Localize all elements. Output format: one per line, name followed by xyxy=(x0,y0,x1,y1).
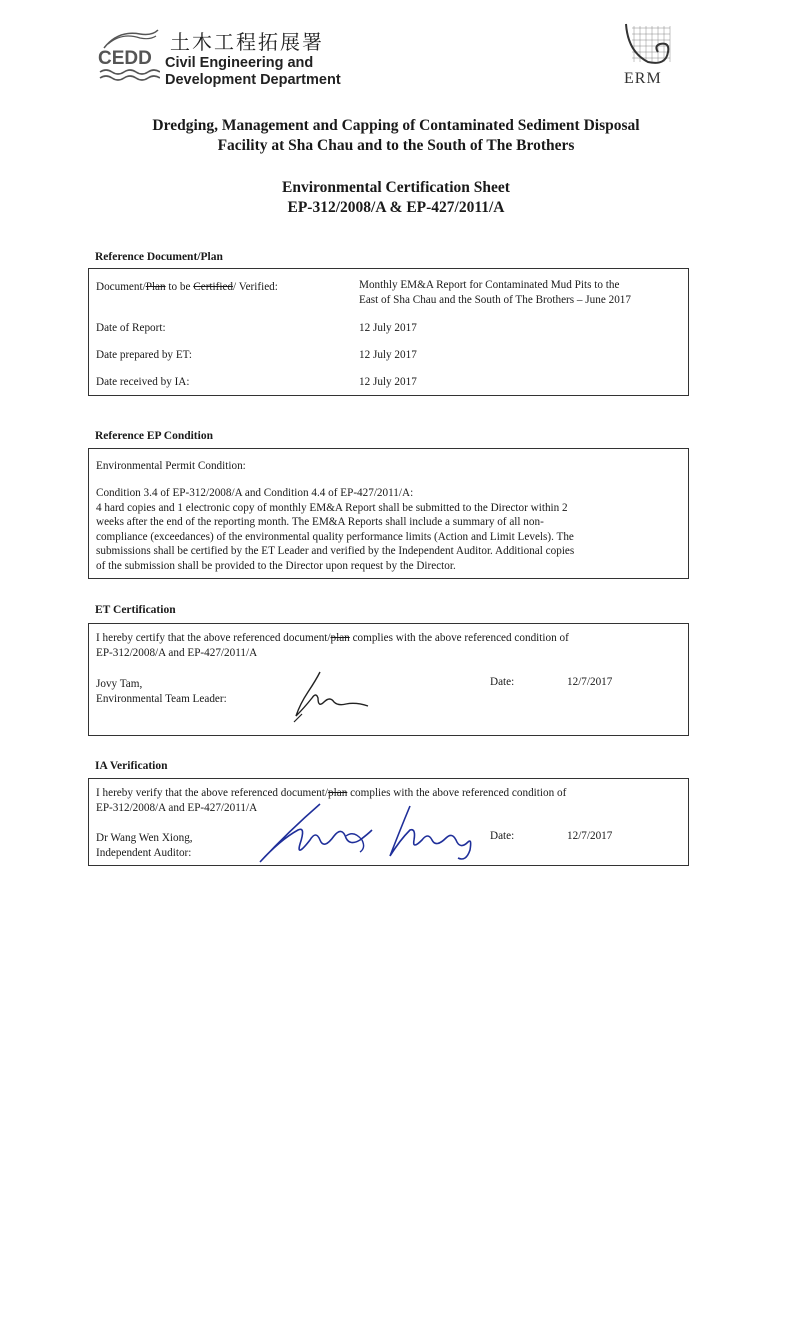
ia-statement-b: complies with the above referenced condition of xyxy=(347,787,567,799)
et-name: Jovy Tam, xyxy=(96,678,143,690)
cedd-logo xyxy=(98,20,160,90)
ia-name: Dr Wang Wen Xiong, xyxy=(96,832,193,844)
et-statement-line2: EP-312/2008/A and EP-427/2011/A xyxy=(96,646,258,659)
project-title-line2: Facility at Sha Chau and to the South of The Brothers xyxy=(217,137,575,154)
permit-line1: Condition 3.4 of EP-312/2008/A and Condition 4.4 of EP-427/2011/A: xyxy=(96,487,414,499)
cedd-name-line2: Development Department xyxy=(165,72,341,88)
erm-wordmark: ERM xyxy=(624,70,662,87)
permit-condition-text xyxy=(96,486,686,573)
document-value-line2: East of Sha Chau and the South of The Brothers – June 2017 xyxy=(359,293,631,306)
document-label xyxy=(96,280,278,295)
project-title xyxy=(40,116,752,156)
date-received-value: 12 July 2017 xyxy=(359,376,417,388)
et-plan-struck: plan xyxy=(330,632,350,644)
et-statement-b: complies with the above referenced condition of xyxy=(349,632,569,644)
et-signature xyxy=(290,668,380,724)
document-label-c: / Verified: xyxy=(233,281,278,293)
document-label-b: to be xyxy=(165,281,194,293)
document-value-line1: Monthly EM&A Report for Contaminated Mud Pits to the xyxy=(359,279,620,291)
date-prepared-label: Date prepared by ET: xyxy=(96,349,193,361)
ia-date-value: 12/7/2017 xyxy=(567,830,613,842)
ia-statement-line1 xyxy=(96,786,686,801)
et-signatory xyxy=(96,677,227,706)
sheet-title xyxy=(40,178,752,218)
reference-ep-box xyxy=(88,448,689,579)
et-date-value: 12/7/2017 xyxy=(567,676,613,688)
date-of-report-value: 12 July 2017 xyxy=(359,322,417,334)
permit-line2: 4 hard copies and 1 electronic copy of monthly EM&A Report shall be submitted to the Director within 2 xyxy=(96,501,568,514)
project-title-line1: Dredging, Management and Capping of Contaminated Sediment Disposal xyxy=(152,117,640,134)
document-value xyxy=(359,278,689,307)
permit-line4: compliance (exceedances) of the environmental quality performance limits (Action and Limit Levels). The xyxy=(96,530,574,543)
reference-document-box xyxy=(88,268,689,396)
erm-logo xyxy=(618,22,674,70)
reference-ep-heading: Reference EP Condition xyxy=(95,430,213,442)
date-of-report-label: Date of Report: xyxy=(96,322,166,334)
ia-role: Independent Auditor: xyxy=(96,846,192,859)
plan-struck: Plan xyxy=(145,281,166,293)
et-statement xyxy=(96,631,686,660)
permit-line6: of the submission shall be provided to the Director upon request by the Director. xyxy=(96,559,456,572)
sheet-title-line2: EP-312/2008/A & EP-427/2011/A xyxy=(287,199,505,216)
permit-line5: submissions shall be certified by the ET Leader and verified by the Independent Auditor. Additional copies xyxy=(96,545,575,557)
et-statement-line1 xyxy=(96,631,686,646)
permit-line3: weeks after the end of the reporting month. The EM&A Reports shall include a summary of all non- xyxy=(96,516,544,528)
permit-condition-label: Environmental Permit Condition: xyxy=(96,460,246,472)
document-label-a: Document/ xyxy=(96,281,146,293)
ia-verification-heading: IA Verification xyxy=(95,760,168,772)
sheet-title-line1: Environmental Certification Sheet xyxy=(282,179,510,196)
et-certification-box xyxy=(88,623,689,736)
cedd-chinese-name: 土木工程拓展署 xyxy=(170,30,324,54)
ia-signature xyxy=(250,800,480,866)
reference-document-heading: Reference Document/Plan xyxy=(95,251,223,263)
et-certification-heading: ET Certification xyxy=(95,604,176,616)
et-role: Environmental Team Leader: xyxy=(96,692,227,705)
ia-signatory xyxy=(96,831,193,860)
ia-statement-line2: EP-312/2008/A and EP-427/2011/A xyxy=(96,801,258,814)
ia-plan-struck: plan xyxy=(328,787,348,799)
date-received-label: Date received by IA: xyxy=(96,376,190,388)
certified-struck: Certified xyxy=(193,281,234,293)
ia-statement-a: I hereby verify that the above referenced document/ xyxy=(96,787,329,799)
et-date-label: Date: xyxy=(490,676,515,688)
cedd-name-line1: Civil Engineering and xyxy=(165,55,314,71)
cedd-acronym: CEDD xyxy=(98,48,152,69)
date-prepared-value: 12 July 2017 xyxy=(359,349,417,361)
et-statement-a: I hereby certify that the above referenced document/ xyxy=(96,632,331,644)
ia-date-label: Date: xyxy=(490,830,515,842)
